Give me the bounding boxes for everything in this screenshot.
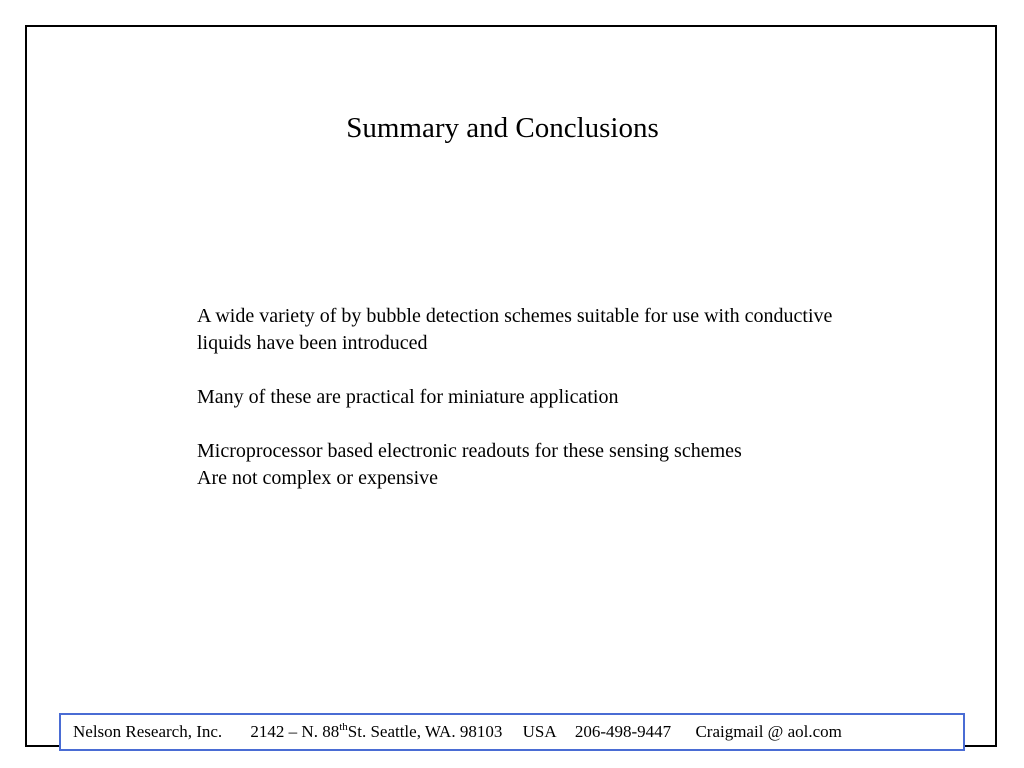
footer-street-rest: St. Seattle, WA. 98103 [347,722,503,741]
paragraph-line: A wide variety of by bubble detection schemes suitable for use with conductive [197,305,833,327]
footer-street-number: 2142 – N. 88 [250,722,340,741]
paragraph-line: liquids have been introduced [197,332,428,354]
paragraph-line: Are not complex or expensive [197,467,439,489]
footer-phone: 206-498-9447 [574,722,672,741]
footer-country: USA [522,722,557,741]
paragraph-line: Microprocessor based electronic readouts for these sensing schemes [197,440,742,462]
footer-contact-box [59,713,965,751]
slide-title: Summary and Conclusions [346,112,659,144]
paragraph-line: Many of these are practical for miniature application [197,386,619,408]
paragraph-bubble-detection [197,303,957,357]
footer-address [250,715,502,749]
footer-street-ordinal: th [339,721,348,733]
slide-body [197,303,957,492]
footer-email: Craigmail @ aol.com [695,722,842,741]
paragraph-readouts [197,438,957,492]
paragraph-practical [197,384,957,411]
footer-company: Nelson Research, Inc. [73,722,223,741]
